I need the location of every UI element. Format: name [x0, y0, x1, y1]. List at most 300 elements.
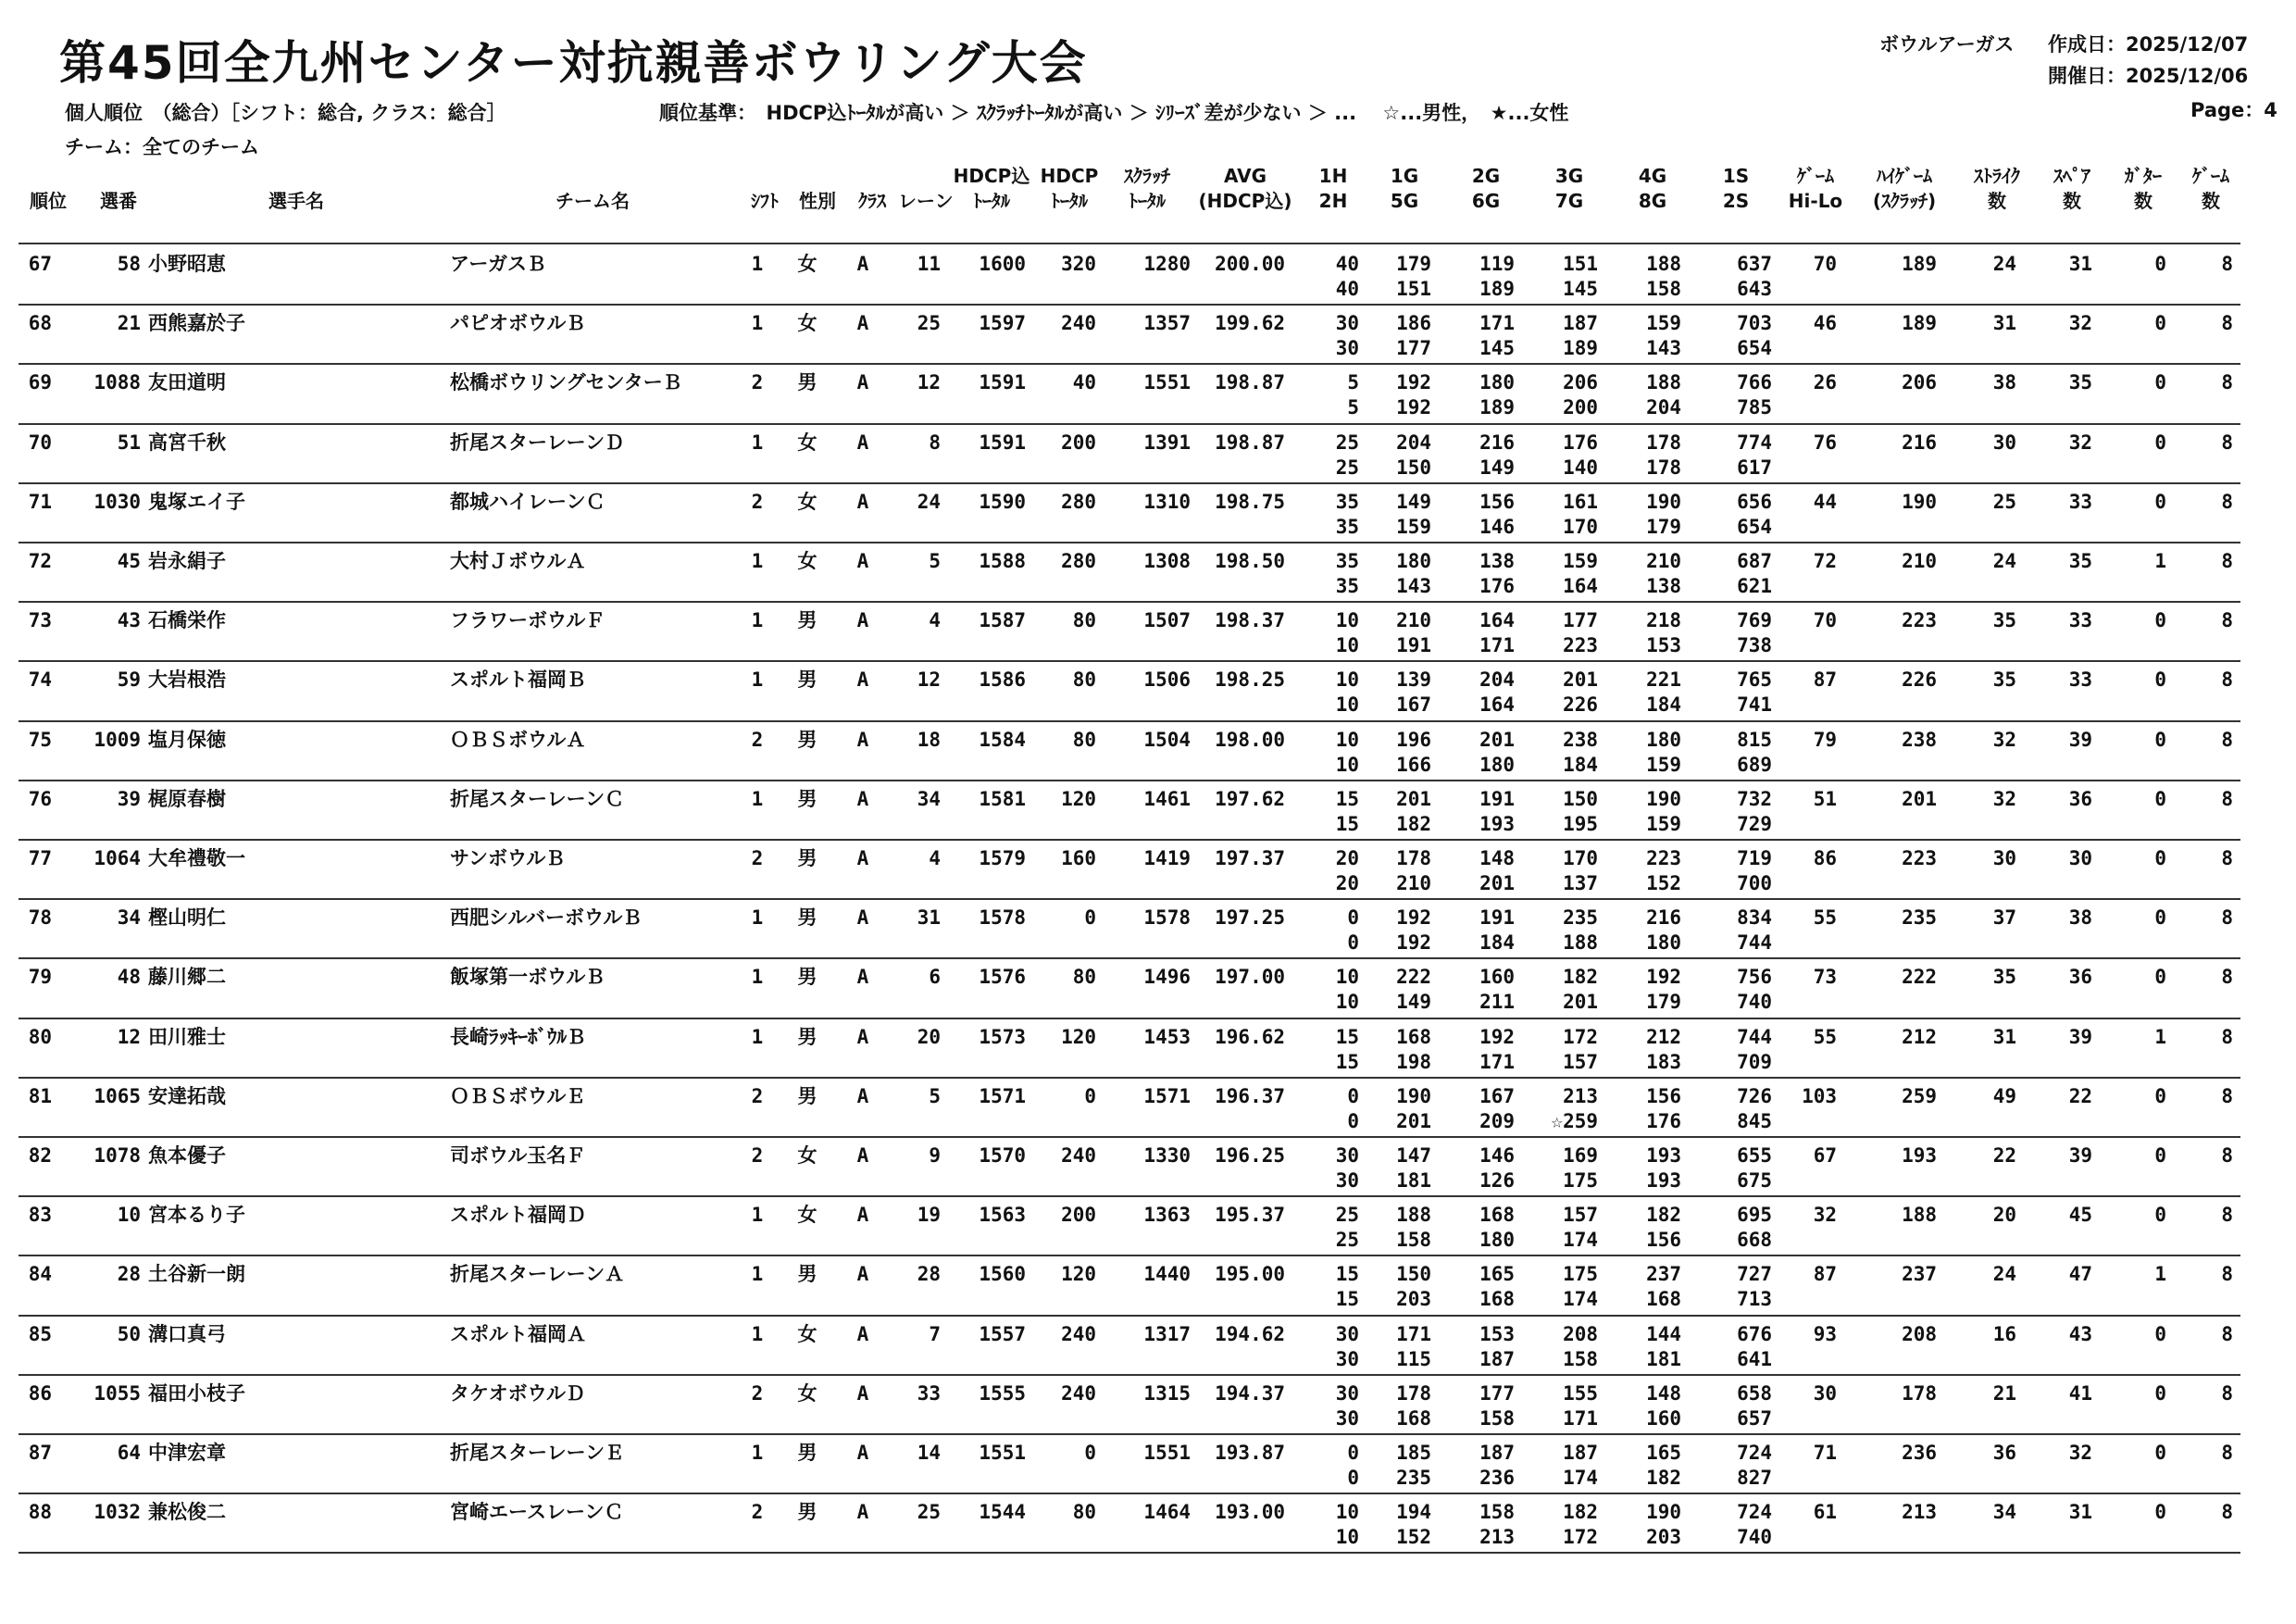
game1-score: 194 — [1396, 1501, 1431, 1524]
avg-cell: 197.37 — [1215, 847, 1285, 869]
col-hdcp-label-2: ﾄｰﾀﾙ — [1051, 190, 1088, 212]
game5-score: 151 — [1396, 278, 1431, 300]
series2-score: 641 — [1737, 1347, 1772, 1370]
gender-cell: 女 — [797, 431, 817, 454]
game1-score: 149 — [1396, 490, 1431, 513]
gender-cell: 男 — [797, 371, 817, 394]
strike-count-cell: 35 — [1992, 966, 2016, 989]
gutter-count-cell: 0 — [2154, 966, 2166, 989]
series2-score: 709 — [1737, 1050, 1772, 1073]
shift-cell: 2 — [751, 371, 764, 394]
gutter-count-cell: 0 — [2154, 1322, 2166, 1345]
lane-cell: 9 — [929, 1144, 941, 1167]
shift-cell: 2 — [751, 1084, 764, 1107]
hdcp-cell: 40 — [1072, 371, 1096, 394]
half1-hdcp: 0 — [1347, 1442, 1359, 1464]
entry-cell: 59 — [117, 668, 141, 692]
series2-score: 700 — [1737, 872, 1772, 894]
gender-cell: 男 — [797, 966, 817, 989]
hdcp-total-cell: 1560 — [979, 1263, 1026, 1286]
team-name: 折尾スターレーンＣ — [450, 787, 625, 810]
game2-score: 167 — [1479, 1084, 1515, 1107]
series2-score: 785 — [1737, 396, 1772, 419]
game6-score: 213 — [1479, 1526, 1515, 1549]
game5-score: 115 — [1396, 1347, 1431, 1370]
games-count-cell: 8 — [2221, 550, 2233, 572]
col-strike-label-1: ｽﾄﾗｲｸ — [1974, 165, 2020, 187]
class-cell: A — [856, 1322, 869, 1345]
col-g3-label-2: 7G — [1554, 190, 1584, 212]
team-filter: チーム：全てのチーム — [65, 136, 259, 158]
game7-score: 223 — [1563, 634, 1598, 657]
row-divider — [19, 423, 2240, 425]
rank-cell: 87 — [28, 1442, 52, 1464]
game8-score: 176 — [1646, 1109, 1681, 1132]
shift-cell: 2 — [751, 1501, 764, 1524]
gender-cell: 男 — [797, 1442, 817, 1464]
col-games-label-1: ｹﾞｰﾑ — [2192, 165, 2229, 187]
gender-cell: 男 — [797, 1084, 817, 1107]
avg-cell: 196.37 — [1215, 1084, 1285, 1107]
lane-cell: 28 — [917, 1263, 941, 1286]
strike-count-cell: 25 — [1992, 490, 2016, 513]
col-shift-label: ｼﾌﾄ — [751, 190, 779, 212]
series1-score: 815 — [1737, 728, 1772, 751]
game1-score: 178 — [1396, 1381, 1431, 1405]
game4-score: 212 — [1646, 1025, 1681, 1048]
hdcp-total-cell: 1570 — [979, 1144, 1026, 1167]
game6-score: 209 — [1479, 1109, 1515, 1132]
spare-count-cell: 32 — [2068, 312, 2092, 335]
games-count-cell: 8 — [2221, 847, 2233, 869]
rank-cell: 86 — [28, 1381, 52, 1405]
col-hilo-label-2: Hi-Lo — [1788, 190, 1843, 212]
shift-cell: 1 — [751, 312, 764, 335]
col-avg-label-2: (HDCP込) — [1198, 190, 1292, 212]
strike-count-cell: 35 — [1992, 668, 2016, 692]
hdcp-cell: 280 — [1061, 550, 1096, 572]
lane-cell: 11 — [917, 253, 941, 275]
high-game-cell: 235 — [1902, 906, 1937, 930]
high-game-cell: 193 — [1902, 1144, 1937, 1167]
gender-cell: 男 — [797, 668, 817, 692]
scratch-total-cell: 1506 — [1143, 668, 1191, 692]
series1-score: 676 — [1737, 1322, 1772, 1345]
half2-hdcp: 15 — [1335, 1050, 1359, 1073]
player-name: 岩永絹子 — [148, 550, 226, 572]
gender-cell: 男 — [797, 609, 817, 632]
game-hilo-cell: 79 — [1813, 728, 1837, 751]
avg-cell: 198.00 — [1215, 728, 1285, 751]
col-rank-label: 順位 — [30, 190, 67, 212]
game8-score: 183 — [1646, 1050, 1681, 1073]
avg-cell: 200.00 — [1215, 253, 1285, 275]
shift-cell: 1 — [751, 787, 764, 810]
game8-score: 193 — [1646, 1169, 1681, 1192]
games-count-cell: 8 — [2221, 906, 2233, 930]
rank-cell: 70 — [28, 431, 52, 454]
player-name: 西熊嘉於子 — [148, 312, 245, 335]
entry-cell: 50 — [117, 1322, 141, 1345]
half2-hdcp: 10 — [1335, 991, 1359, 1014]
gender-cell: 男 — [797, 847, 817, 869]
page-number: Page：4 — [2190, 99, 2277, 121]
series1-score: 756 — [1737, 966, 1772, 989]
row-divider — [19, 720, 2240, 722]
entry-cell: 48 — [117, 966, 141, 989]
spare-count-cell: 39 — [2068, 1025, 2092, 1048]
hdcp-total-cell: 1586 — [979, 668, 1026, 692]
row-divider — [19, 1195, 2240, 1197]
high-game-cell: 222 — [1902, 966, 1937, 989]
strike-count-cell: 35 — [1992, 609, 2016, 632]
game8-score: 158 — [1646, 278, 1681, 300]
shift-cell: 1 — [751, 966, 764, 989]
game1-score: 210 — [1396, 609, 1431, 632]
game7-score: 145 — [1563, 278, 1598, 300]
entry-cell: 21 — [117, 312, 141, 335]
game3-score: 213 — [1563, 1084, 1598, 1107]
team-name: スポルト福岡Ａ — [450, 1322, 586, 1345]
row-divider — [19, 542, 2240, 543]
game5-score: 201 — [1396, 1109, 1431, 1132]
game1-score: 139 — [1396, 668, 1431, 692]
half2-hdcp: 0 — [1347, 1467, 1359, 1489]
game4-score: 190 — [1646, 787, 1681, 810]
game6-score: 193 — [1479, 812, 1515, 835]
game4-score: 178 — [1646, 431, 1681, 454]
rank-cell: 81 — [28, 1084, 52, 1107]
spare-count-cell: 32 — [2068, 431, 2092, 454]
avg-cell: 195.37 — [1215, 1204, 1285, 1227]
game3-score: 177 — [1563, 609, 1598, 632]
high-game-cell: 213 — [1902, 1501, 1937, 1524]
game7-score: 189 — [1563, 337, 1598, 360]
game2-score: 191 — [1479, 787, 1515, 810]
high-game-cell: 238 — [1902, 728, 1937, 751]
ranking-scope: 個人順位 （総合）［シフト：総合, クラス：総合］ — [65, 102, 506, 124]
game8-score: 160 — [1646, 1406, 1681, 1430]
gender-cell: 女 — [797, 490, 817, 513]
player-name: 安達拓哉 — [148, 1084, 226, 1107]
col-gutter-label-2: 数 — [2134, 190, 2152, 212]
game-hilo-cell: 87 — [1813, 1263, 1837, 1286]
hdcp-total-cell: 1584 — [979, 728, 1026, 751]
spare-count-cell: 32 — [2068, 1442, 2092, 1464]
team-name: 司ボウル玉名Ｆ — [450, 1144, 586, 1167]
gutter-count-cell: 0 — [2154, 431, 2166, 454]
game8-score: 152 — [1646, 872, 1681, 894]
game3-score: 151 — [1563, 253, 1598, 275]
gender-cell: 男 — [797, 1501, 817, 1524]
entry-cell: 1032 — [94, 1501, 141, 1524]
series2-score: 738 — [1737, 634, 1772, 657]
col-g4-label-1: 4G — [1638, 165, 1667, 187]
spare-count-cell: 31 — [2068, 253, 2092, 275]
col-class-label: ｸﾗｽ — [858, 190, 886, 212]
hdcp-cell: 240 — [1061, 1381, 1096, 1405]
class-cell: A — [856, 966, 869, 989]
player-name: 高宮千秋 — [148, 431, 226, 454]
class-cell: A — [856, 1263, 869, 1286]
game4-score: 190 — [1646, 1501, 1681, 1524]
series2-score: 689 — [1737, 753, 1772, 776]
game1-score: 150 — [1396, 1263, 1431, 1286]
rank-cell: 79 — [28, 966, 52, 989]
spare-count-cell: 22 — [2068, 1084, 2092, 1107]
game-hilo-cell: 30 — [1813, 1381, 1837, 1405]
game4-score: 223 — [1646, 847, 1681, 869]
games-count-cell: 8 — [2221, 1263, 2233, 1286]
half1-hdcp: 20 — [1335, 847, 1359, 869]
game5-score: 181 — [1396, 1169, 1431, 1192]
class-cell: A — [856, 728, 869, 751]
class-cell: A — [856, 490, 869, 513]
strike-count-cell: 34 — [1992, 1501, 2016, 1524]
class-cell: A — [856, 1381, 869, 1405]
col-series-label-1: 1S — [1722, 165, 1750, 187]
col-series-label-2: 2S — [1722, 190, 1750, 212]
gutter-count-cell: 1 — [2154, 550, 2166, 572]
lane-cell: 31 — [917, 906, 941, 930]
class-cell: A — [856, 371, 869, 394]
games-count-cell: 8 — [2221, 1084, 2233, 1107]
scratch-total-cell: 1357 — [1143, 312, 1191, 335]
game-hilo-cell: 76 — [1813, 431, 1837, 454]
hdcp-cell: 120 — [1061, 787, 1096, 810]
game2-score: 180 — [1479, 371, 1515, 394]
col-hdcp-total-label-2: ﾄｰﾀﾙ — [973, 190, 1010, 212]
games-count-cell: 8 — [2221, 371, 2233, 394]
game7-score: 157 — [1563, 1050, 1598, 1073]
game7-score: 174 — [1563, 1288, 1598, 1311]
class-cell: A — [856, 787, 869, 810]
series1-score: 703 — [1737, 312, 1772, 335]
gender-cell: 男 — [797, 1025, 817, 1048]
entry-cell: 51 — [117, 431, 141, 454]
lane-cell: 34 — [917, 787, 941, 810]
game1-score: 222 — [1396, 966, 1431, 989]
game6-score: 211 — [1479, 991, 1515, 1014]
series1-score: 724 — [1737, 1442, 1772, 1464]
spare-count-cell: 33 — [2068, 490, 2092, 513]
gender-cell: 女 — [797, 1381, 817, 1405]
class-cell: A — [856, 847, 869, 869]
game2-score: 148 — [1479, 847, 1515, 869]
shift-cell: 2 — [751, 1381, 764, 1405]
col-g1-label-2: 5G — [1390, 190, 1419, 212]
game4-score: 156 — [1646, 1084, 1681, 1107]
game3-score: 157 — [1563, 1204, 1598, 1227]
half1-hdcp: 0 — [1347, 1084, 1359, 1107]
game2-score: 138 — [1479, 550, 1515, 572]
half2-hdcp: 35 — [1335, 575, 1359, 597]
half2-hdcp: 30 — [1335, 1347, 1359, 1370]
game6-score: 168 — [1479, 1288, 1515, 1311]
game7-score: ☆259 — [1551, 1109, 1598, 1132]
team-name: 都城ハイレーンＣ — [450, 490, 605, 513]
half2-hdcp: 15 — [1335, 1288, 1359, 1311]
half1-hdcp: 10 — [1335, 728, 1359, 751]
half1-hdcp: 10 — [1335, 1501, 1359, 1524]
col-high-label-2: (ｽｸﾗｯﾁ) — [1872, 190, 1937, 212]
scratch-total-cell: 1453 — [1143, 1025, 1191, 1048]
series2-score: 617 — [1737, 456, 1772, 479]
series2-score: 740 — [1737, 991, 1772, 1014]
scratch-total-cell: 1496 — [1143, 966, 1191, 989]
hdcp-cell: 80 — [1072, 728, 1096, 751]
strike-count-cell: 49 — [1992, 1084, 2016, 1107]
gutter-count-cell: 0 — [2154, 668, 2166, 692]
hdcp-cell: 120 — [1061, 1263, 1096, 1286]
gutter-count-cell: 0 — [2154, 1501, 2166, 1524]
game4-score: 216 — [1646, 906, 1681, 930]
row-divider — [19, 957, 2240, 959]
game7-score: 201 — [1563, 991, 1598, 1014]
half2-hdcp: 10 — [1335, 1526, 1359, 1549]
entry-cell: 39 — [117, 787, 141, 810]
row-divider — [19, 1255, 2240, 1256]
game6-score: 176 — [1479, 575, 1515, 597]
team-name: ＯＢＳボウルＥ — [450, 1084, 586, 1107]
lane-cell: 6 — [929, 966, 941, 989]
game6-score: 189 — [1479, 396, 1515, 419]
scratch-total-cell: 1461 — [1143, 787, 1191, 810]
entry-cell: 12 — [117, 1025, 141, 1048]
gutter-count-cell: 0 — [2154, 490, 2166, 513]
hdcp-total-cell: 1544 — [979, 1501, 1026, 1524]
high-game-cell: 237 — [1902, 1263, 1937, 1286]
shift-cell: 2 — [751, 1144, 764, 1167]
game2-score: 187 — [1479, 1442, 1515, 1464]
created-date: 作成日：2025/12/07 — [2048, 33, 2249, 56]
team-name: 西肥シルバーボウルＢ — [450, 906, 643, 930]
entry-cell: 1064 — [94, 847, 141, 869]
series1-score: 687 — [1737, 550, 1772, 572]
game6-score: 201 — [1479, 872, 1515, 894]
hdcp-total-cell: 1579 — [979, 847, 1026, 869]
game2-score: 191 — [1479, 906, 1515, 930]
col-hilo-label-1: ｹﾞｰﾑ — [1797, 165, 1834, 187]
gender-cell: 女 — [797, 1144, 817, 1167]
half2-hdcp: 25 — [1335, 456, 1359, 479]
row-divider — [19, 898, 2240, 900]
lane-cell: 4 — [929, 847, 941, 869]
games-count-cell: 8 — [2221, 1144, 2233, 1167]
hdcp-cell: 320 — [1061, 253, 1096, 275]
games-count-cell: 8 — [2221, 966, 2233, 989]
series2-score: 643 — [1737, 278, 1772, 300]
high-game-cell: 190 — [1902, 490, 1937, 513]
col-avg-label-1: AVG — [1223, 165, 1267, 187]
col-lane-label: レーン — [898, 190, 954, 212]
game5-score: 143 — [1396, 575, 1431, 597]
games-count-cell: 8 — [2221, 1322, 2233, 1345]
series1-score: 724 — [1737, 1501, 1772, 1524]
hdcp-total-cell: 1551 — [979, 1442, 1026, 1464]
team-name: 折尾スターレーンＡ — [450, 1263, 625, 1286]
class-cell: A — [856, 1501, 869, 1524]
game1-score: 147 — [1396, 1144, 1431, 1167]
half1-hdcp: 30 — [1335, 312, 1359, 335]
hdcp-total-cell: 1571 — [979, 1084, 1026, 1107]
avg-cell: 198.37 — [1215, 609, 1285, 632]
strike-count-cell: 37 — [1992, 906, 2016, 930]
half1-hdcp: 35 — [1335, 550, 1359, 572]
high-game-cell: 223 — [1902, 847, 1937, 869]
game1-score: 168 — [1396, 1025, 1431, 1048]
game3-score: 206 — [1563, 371, 1598, 394]
entry-cell: 28 — [117, 1263, 141, 1286]
gutter-count-cell: 0 — [2154, 1381, 2166, 1405]
player-name: 鬼塚エイ子 — [148, 490, 245, 513]
hdcp-total-cell: 1555 — [979, 1381, 1026, 1405]
row-divider — [19, 363, 2240, 365]
scratch-total-cell: 1363 — [1143, 1204, 1191, 1227]
game5-score: 182 — [1396, 812, 1431, 835]
strike-count-cell: 16 — [1992, 1322, 2016, 1345]
lane-cell: 12 — [917, 371, 941, 394]
half2-hdcp: 10 — [1335, 693, 1359, 717]
player-name: 福田小枝子 — [148, 1381, 245, 1405]
game8-score: 184 — [1646, 693, 1681, 717]
strike-count-cell: 20 — [1992, 1204, 2016, 1227]
half1-hdcp: 30 — [1335, 1144, 1359, 1167]
hdcp-total-cell: 1557 — [979, 1322, 1026, 1345]
col-scratch-label-1: ｽｸﾗｯﾁ — [1124, 165, 1170, 187]
half2-hdcp: 0 — [1347, 931, 1359, 955]
game2-score: 165 — [1479, 1263, 1515, 1286]
high-game-cell: 189 — [1902, 312, 1937, 335]
player-name: 中津宏章 — [148, 1442, 226, 1464]
strike-count-cell: 21 — [1992, 1381, 2016, 1405]
game-hilo-cell: 26 — [1813, 371, 1837, 394]
gender-cell: 女 — [797, 1322, 817, 1345]
rank-cell: 80 — [28, 1025, 52, 1048]
gender-cell: 男 — [797, 906, 817, 930]
shift-cell: 1 — [751, 906, 764, 930]
avg-cell: 195.00 — [1215, 1263, 1285, 1286]
avg-cell: 198.25 — [1215, 668, 1285, 692]
game4-score: 237 — [1646, 1263, 1681, 1286]
scratch-total-cell: 1317 — [1143, 1322, 1191, 1345]
game-hilo-cell: 93 — [1813, 1322, 1837, 1345]
game5-score: 203 — [1396, 1288, 1431, 1311]
game4-score: 192 — [1646, 966, 1681, 989]
game2-score: 204 — [1479, 668, 1515, 692]
game7-score: 140 — [1563, 456, 1598, 479]
game7-score: 164 — [1563, 575, 1598, 597]
col-gutter-label-1: ｶﾞﾀｰ — [2125, 165, 2162, 187]
game2-score: 201 — [1479, 728, 1515, 751]
gender-cell: 男 — [797, 1263, 817, 1286]
scratch-total-cell: 1308 — [1143, 550, 1191, 572]
series1-score: 732 — [1737, 787, 1772, 810]
half1-hdcp: 15 — [1335, 1263, 1359, 1286]
game6-score: 236 — [1479, 1467, 1515, 1489]
team-name: 長崎ﾗｯｷｰﾎﾞｳﾙＢ — [450, 1025, 586, 1048]
game3-score: 172 — [1563, 1025, 1598, 1048]
spare-count-cell: 35 — [2068, 550, 2092, 572]
game5-score: 192 — [1396, 931, 1431, 955]
row-divider — [19, 1493, 2240, 1494]
high-game-cell: 178 — [1902, 1381, 1937, 1405]
hdcp-total-cell: 1591 — [979, 431, 1026, 454]
shift-cell: 1 — [751, 550, 764, 572]
game4-score: 188 — [1646, 253, 1681, 275]
rank-cell: 77 — [28, 847, 52, 869]
game8-score: 168 — [1646, 1288, 1681, 1311]
